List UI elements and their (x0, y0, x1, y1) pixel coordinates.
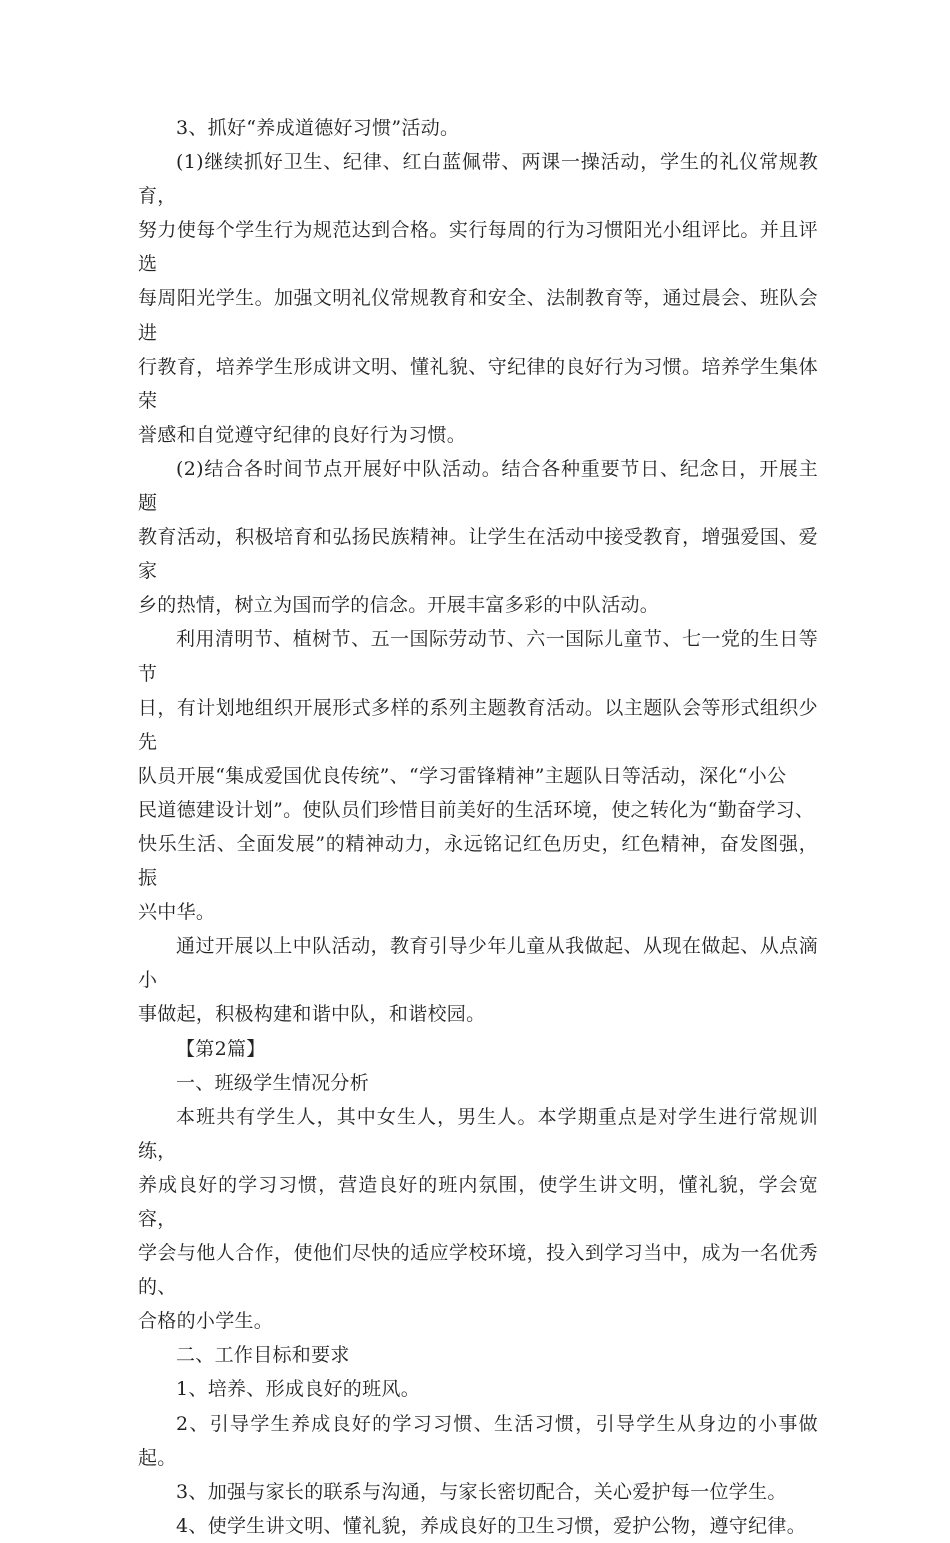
paragraph (138, 452, 818, 622)
paragraph (138, 1475, 818, 1509)
text-line: 教育活动，积极培育和弘扬民族精神。让学生在活动中接受教育，增强爱国、爱家 (138, 526, 818, 583)
text-line: 2、引导学生养成良好的学习习惯、生活习惯，引导学生从身边的小事做起。 (138, 1412, 818, 1469)
paragraph (138, 1372, 818, 1406)
paragraph (138, 1032, 818, 1066)
text-line: 3、加强与家长的联系与沟通，与家长密切配合，关心爱护每一位学生。 (176, 1480, 787, 1503)
text-line: 1、培养、形成良好的班风。 (176, 1378, 420, 1401)
paragraph (138, 1338, 818, 1372)
text-line: 每周阳光学生。加强文明礼仪常规教育和安全、法制教育等，通过晨会、班队会进 (138, 287, 818, 344)
text-line: 本班共有学生人，其中女生人，男生人。本学期重点是对学生进行常规训练， (138, 1105, 818, 1162)
paragraph (138, 1407, 818, 1475)
paragraph (138, 145, 818, 452)
text-line: 利用清明节、植树节、五一国际劳动节、六一国际儿童节、七一党的生日等节 (138, 628, 818, 685)
paragraph (138, 1100, 818, 1339)
text-line: 日，有计划地组织开展形式多样的系列主题教育活动。以主题队会等形式组织少先 (138, 696, 818, 753)
text-line: 事做起，积极构建和谐中队，和谐校园。 (138, 1003, 486, 1026)
text-line: 兴中华。 (138, 901, 216, 924)
text-line: 通过开展以上中队活动，教育引导少年儿童从我做起、从现在做起、从点滴小 (138, 935, 818, 992)
paragraph (138, 1066, 818, 1100)
text-line: 努力使每个学生行为规范达到合格。实行每周的行为习惯阳光小组评比。并且评选 (138, 219, 818, 276)
text-line: 快乐生活、全面发展”的精神动力，永远铭记红色历史，红色精神，奋发图强，振 (138, 832, 818, 890)
text-line: 队员开展“集成爱国优良传统”、“学习雷锋精神”主题队日等活动，深化“小公 (138, 764, 787, 787)
text-line: 4、使学生讲文明、懂礼貌，养成良好的卫生习惯，爱护公物，遵守纪律。 (176, 1514, 806, 1537)
paragraph (138, 1509, 818, 1543)
text-line: 3、抓好“养成道德好习惯”活动。 (176, 117, 460, 139)
text-line: 民道德建设计划”。使队员们珍惜目前美好的生活环境，使之转化为“勤奋学习、 (138, 798, 815, 821)
text-line: 行教育，培养学生形成讲文明、懂礼貌、守纪律的良好行为习惯。培养学生集体荣 (138, 355, 818, 412)
text-line: 学会与他人合作，使他们尽快的适应学校环境，投入到学习当中，成为一名优秀的、 (138, 1242, 818, 1299)
text-line: 誉感和自觉遵守纪律的良好行为习惯。 (138, 423, 467, 446)
document-body (138, 111, 818, 1543)
paragraph (138, 111, 818, 145)
paragraph (138, 622, 818, 929)
text-line: 一、班级学生情况分析 (176, 1071, 370, 1094)
text-line: 二、工作目标和要求 (176, 1344, 350, 1367)
text-line: 养成良好的学习习惯，营造良好的班内氛围，使学生讲文明，懂礼貌，学会宽容， (138, 1173, 818, 1230)
text-line: 乡的热情，树立为国而学的信念。开展丰富多彩的中队活动。 (138, 594, 660, 617)
text-line: 合格的小学生。 (138, 1310, 274, 1333)
text-line: 【第2篇】 (176, 1037, 266, 1060)
text-line: (1)继续抓好卫生、纪律、红白蓝佩带、两课一操活动，学生的礼仪常规教育， (138, 151, 818, 208)
paragraph (138, 929, 818, 1031)
text-line: (2)结合各时间节点开展好中队活动。结合各种重要节日、纪念日，开展主题 (138, 457, 818, 515)
